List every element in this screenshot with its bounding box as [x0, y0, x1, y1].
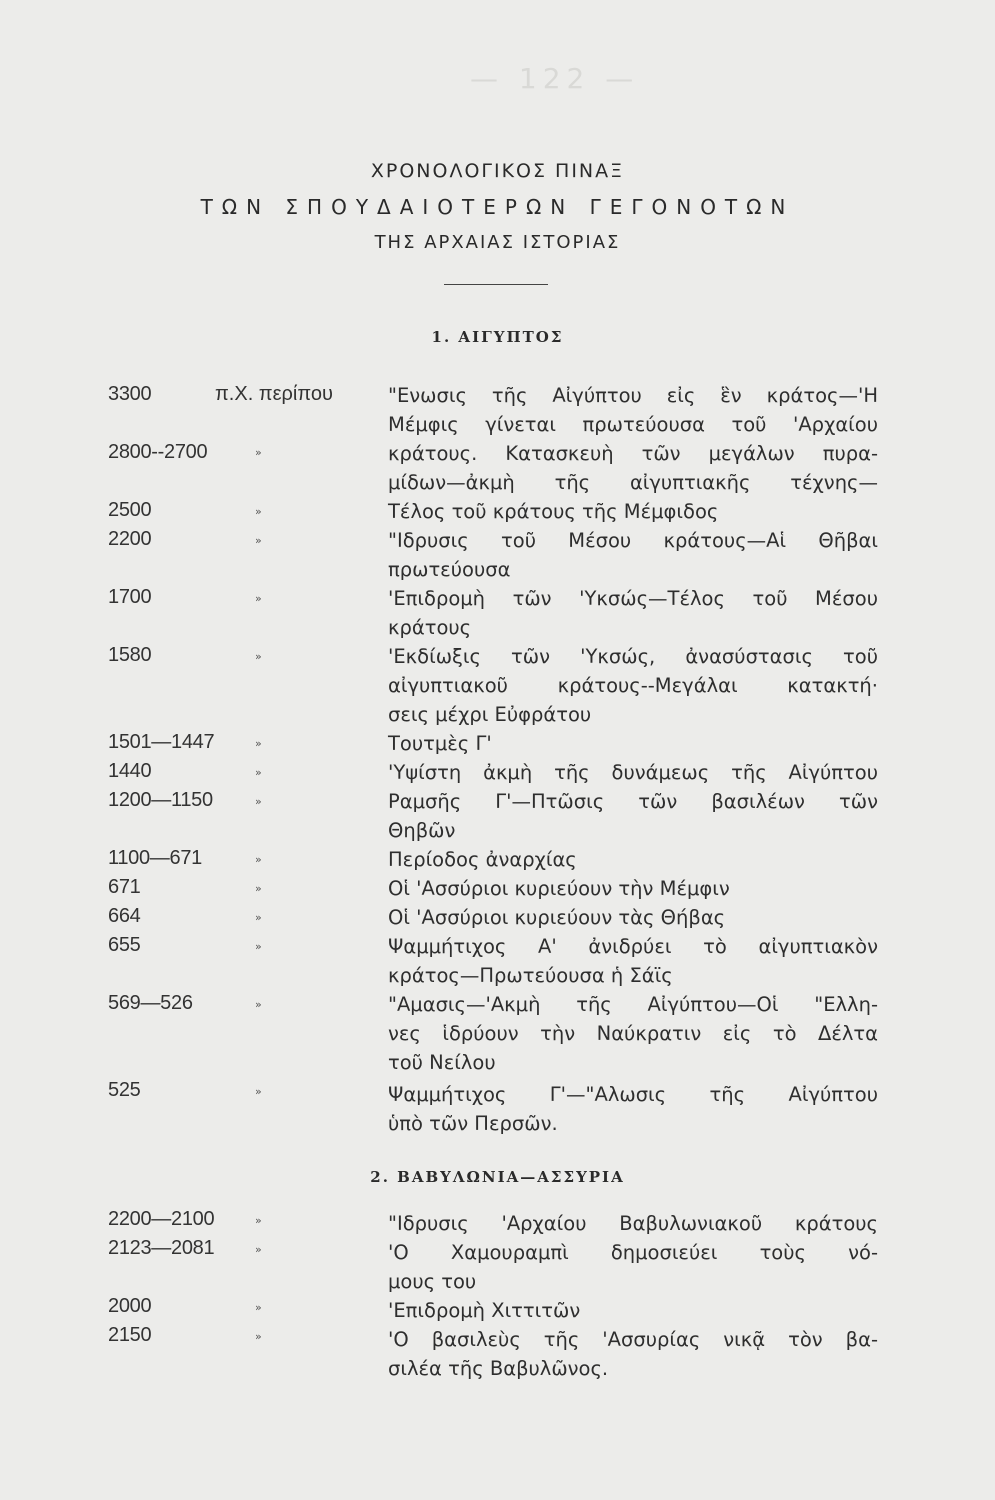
entry-description	[388, 642, 878, 729]
entry-marker: »	[255, 911, 262, 924]
entry-line: ὑπὸ τῶν Περσῶν.	[388, 1112, 558, 1135]
title-line-3: ΤΗΣ ΑΡΧΑΙΑΣ ΙΣΤΟΡΙΑΣ	[374, 232, 621, 253]
entry-marker: »	[255, 853, 262, 866]
entry-description	[388, 932, 878, 990]
entry-description	[388, 584, 878, 642]
entry-line: Τουτμὲς Γ'	[388, 732, 492, 755]
entry-line: 'Εκδίωξις τῶν 'Υκσώς, ἀνασύστασις τοῦ	[388, 645, 878, 668]
entry-description	[388, 874, 878, 903]
entry-line: Οἱ 'Ασσύριοι κυριεύουν τὰς Θήβας	[388, 906, 726, 929]
entry-year: 2200	[108, 528, 152, 550]
page-number-bleedthrough: — 122 —	[470, 62, 640, 95]
entry-year: 2800--2700	[108, 441, 208, 463]
entry-marker: »	[255, 1330, 262, 1343]
title-line-2: ΤΩΝ ΣΠΟΥΔΑΙΟΤΕΡΩΝ ΓΕΓΟΝΟΤΩΝ	[200, 195, 795, 219]
entry-line: κράτους. Κατασκευὴ τῶν μεγάλων πυρα-	[388, 442, 878, 465]
entry-marker: »	[255, 737, 262, 750]
entry-year: 2000	[108, 1295, 152, 1317]
title-line-1: ΧΡΟΝΟΛΟΓΙΚΟΣ ΠΙΝΑΞ	[370, 160, 625, 182]
entry-description	[388, 758, 878, 787]
entry-description	[388, 990, 878, 1077]
entry-line: κράτους	[388, 616, 472, 639]
entry-description	[388, 1238, 878, 1296]
entry-marker: »	[255, 998, 262, 1011]
entry-description	[388, 526, 878, 584]
entry-line: κράτος—Πρωτεύουσα ἡ Σάϊς	[388, 964, 673, 987]
section-heading-egypt: 1. ΑΙΓΥΠΤΟΣ	[431, 328, 564, 346]
entry-line: Οἱ 'Ασσύριοι κυριεύουν τὴν Μέμφιν	[388, 877, 730, 900]
entry-line: μους του	[388, 1270, 477, 1293]
entry-description	[388, 1296, 878, 1325]
entry-line: μίδων—ἀκμὴ τῆς αἰγυπτιακῆς τέχνης—	[388, 471, 878, 494]
entry-line: "Ιδρυσις 'Αρχαίου Βαβυλωνιακοῦ κράτους	[388, 1212, 878, 1235]
entry-year: 2123—2081	[108, 1237, 215, 1259]
entry-marker: »	[255, 592, 262, 605]
entry-marker: »	[255, 1214, 262, 1227]
entry-line: "Ενωσις τῆς Αἰγύπτου εἰς ἓν κράτος—'Η	[388, 384, 878, 407]
entry-marker: »	[255, 1243, 262, 1256]
entry-line: Θηβῶν	[388, 819, 456, 842]
entry-year: 1700	[108, 586, 152, 608]
entry-description	[388, 1080, 878, 1138]
entry-marker: »	[255, 1301, 262, 1314]
entry-marker: »	[255, 534, 262, 547]
entry-year: 2150	[108, 1324, 152, 1346]
entry-year: 1580	[108, 644, 152, 666]
entry-marker: »	[255, 505, 262, 518]
entry-marker: »	[255, 882, 262, 895]
entry-year: 569—526	[108, 992, 193, 1014]
entry-line: αἰγυπτιακοῦ κράτους--Μεγάλαι κατακτή·	[388, 674, 878, 697]
entry-description	[388, 381, 878, 439]
entry-marker: »	[255, 766, 262, 779]
entry-description	[388, 497, 878, 526]
entry-description	[388, 729, 878, 758]
entry-line: "Αμασις—'Ακμὴ τῆς Αἰγύπτου—Οἱ "Ελλη-	[388, 993, 878, 1016]
entry-year: 2500	[108, 499, 152, 521]
entry-line: 'Ο βασιλεὺς τῆς 'Ασσυρίας νικᾷ τὸν βα-	[388, 1328, 878, 1351]
entry-line: νες ἱδρύουν τὴν Ναύκρατιν εἰς τὸ Δέλτα	[388, 1022, 878, 1045]
entry-description	[388, 1209, 878, 1238]
entry-marker: »	[255, 446, 262, 459]
entry-year: 664	[108, 905, 141, 927]
entry-line: Ψαμμήτιχος Α' ἀνιδρύει τὸ αἰγυπτιακὸν	[388, 935, 878, 958]
entry-year: 671	[108, 876, 141, 898]
entry-year: 1440	[108, 760, 152, 782]
entry-line: Ψαμμήτιχος Γ'—"Αλωσις τῆς Αἰγύπτου	[388, 1083, 878, 1106]
entry-line: Μέμφις γίνεται πρωτεύουσα τοῦ 'Αρχαίου	[388, 413, 878, 436]
entry-marker: π.Χ. περίπου	[215, 383, 333, 405]
entry-year: 1200—1150	[108, 789, 213, 811]
entry-year: 655	[108, 934, 141, 956]
entry-marker: »	[255, 650, 262, 663]
entry-line: 'Επιδρομὴ Χιττιτῶν	[388, 1299, 581, 1322]
entry-year: 3300	[108, 383, 152, 405]
entry-marker: »	[255, 940, 262, 953]
entry-line: 'Υψίστη ἀκμὴ τῆς δυνάμεως τῆς Αἰγύπτου	[388, 761, 878, 784]
entry-description	[388, 1325, 878, 1383]
entry-line: σιλέα τῆς Βαβυλῶνος.	[388, 1357, 609, 1380]
entry-description	[388, 439, 878, 497]
entry-year: 525	[108, 1079, 141, 1101]
entry-line: Τέλος τοῦ κράτους τῆς Μέμφιδος	[388, 500, 719, 523]
entry-line: σεις μέχρι Εὐφράτου	[388, 703, 592, 726]
entry-marker: »	[255, 795, 262, 808]
entry-line: "Ιδρυσις τοῦ Μέσου κράτους—Αἱ Θῆβαι	[388, 529, 878, 552]
entry-description	[388, 845, 878, 874]
entry-line: 'Επιδρομὴ τῶν 'Υκσώς—Τέλος τοῦ Μέσου	[388, 587, 878, 610]
entry-description	[388, 787, 878, 845]
entry-marker: »	[255, 1085, 262, 1098]
entry-line: 'Ο Χαμουραμπὶ δημοσιεύει τοὺς νό-	[388, 1241, 878, 1264]
entry-line: πρωτεύουσα	[388, 558, 511, 581]
entry-description	[388, 903, 878, 932]
section-heading-babylonia: 2. ΒΑΒΥΛΩΝΙΑ—ΑΣΣΥΡΙΑ	[370, 1168, 625, 1186]
entry-line: Περίοδος ἀναρχίας	[388, 848, 577, 871]
entry-year: 2200—2100	[108, 1208, 215, 1230]
title-divider	[444, 284, 548, 285]
entry-line: Ραμσῆς Γ'—Πτῶσις τῶν βασιλέων τῶν	[388, 790, 878, 813]
entry-year: 1100—671	[108, 847, 202, 869]
entry-year: 1501—1447	[108, 731, 215, 753]
entry-line: τοῦ Νείλου	[388, 1051, 496, 1074]
